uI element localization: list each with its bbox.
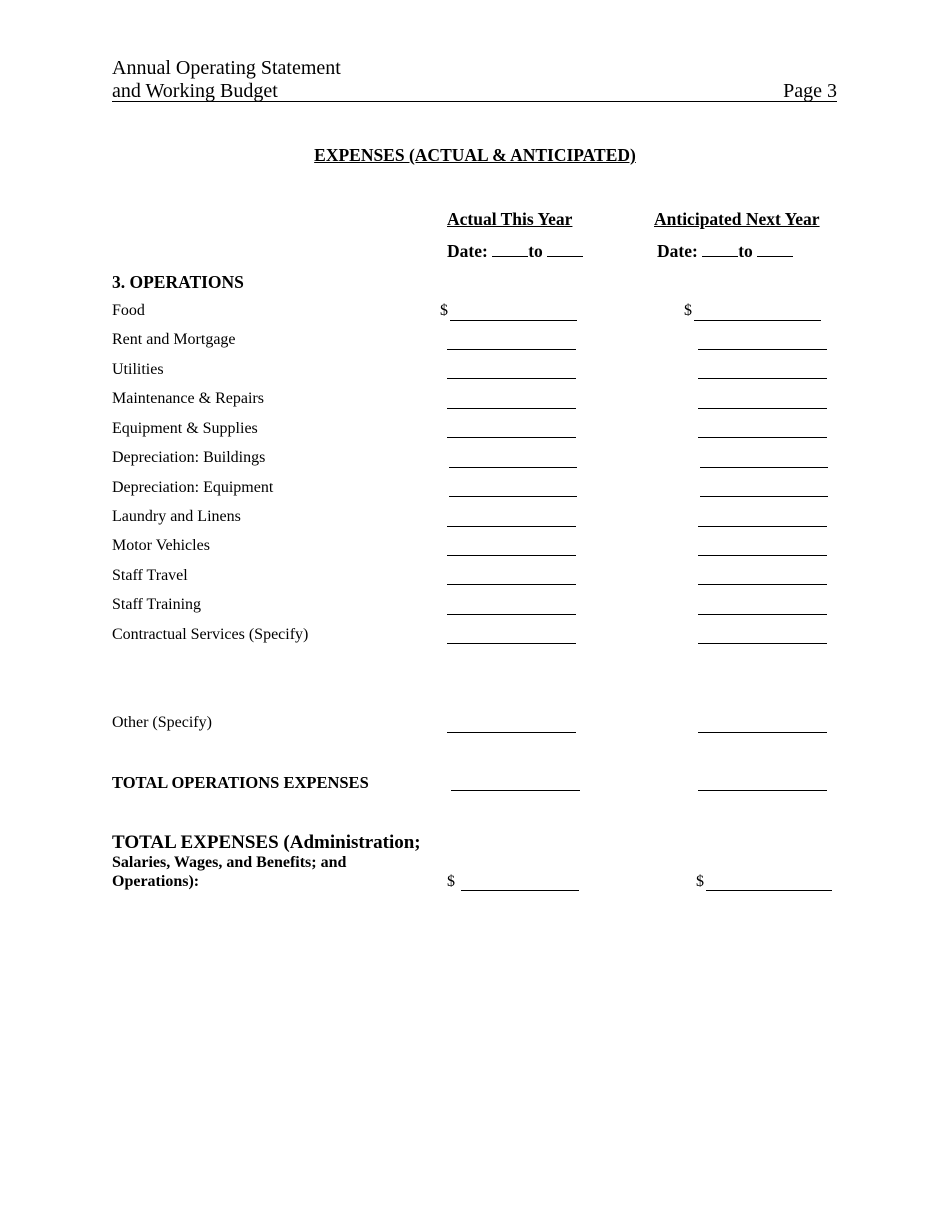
header-rule [112,101,837,102]
grand-total-actual[interactable] [461,890,579,891]
grand-total-anticipated[interactable] [706,890,832,891]
amount-field-actual[interactable] [447,555,576,556]
row-label-other: Other (Specify) [112,714,212,731]
amount-field-actual[interactable] [447,408,576,409]
amount-field-anticipated[interactable] [698,437,827,438]
date-range-anticipated [657,241,793,262]
grand-total-label-line1: TOTAL EXPENSES (Administration; [112,832,421,853]
date-to-field[interactable] [547,242,583,257]
row-label-utilities: Utilities [112,361,164,378]
row-label-motor-vehicles: Motor Vehicles [112,537,210,554]
currency-symbol: $ [447,873,455,890]
amount-field-anticipated[interactable] [698,643,827,644]
amount-field-anticipated[interactable] [698,378,827,379]
to-label: to [738,241,753,261]
row-label-staff-travel: Staff Travel [112,567,188,584]
col-heading-actual: Actual This Year [447,209,573,229]
row-label-depreciation-equipment: Depreciation: Equipment [112,479,274,496]
amount-field-anticipated[interactable] [700,496,828,497]
grand-total-label-line3: Operations): [112,873,200,890]
amount-field-actual[interactable] [447,349,576,350]
operations-heading: 3. OPERATIONS [112,272,244,292]
total-operations-anticipated[interactable] [698,790,827,791]
total-operations-actual[interactable] [451,790,580,791]
date-label: Date: [657,241,698,261]
amount-field-anticipated[interactable] [694,320,821,321]
section-title: EXPENSES (ACTUAL & ANTICIPATED) [314,145,636,165]
date-to-field[interactable] [757,242,793,257]
amount-field-actual[interactable] [449,496,577,497]
amount-field-anticipated[interactable] [698,408,827,409]
amount-field-anticipated[interactable] [698,584,827,585]
amount-field-anticipated[interactable] [700,467,828,468]
date-range-actual [447,241,583,262]
amount-field-actual[interactable] [447,614,576,615]
date-label: Date: [447,241,488,261]
currency-symbol: $ [696,873,704,890]
amount-field-anticipated[interactable] [698,555,827,556]
page-number: Page 3 [783,80,837,102]
date-from-field[interactable] [702,242,738,257]
amount-field-actual[interactable] [447,526,576,527]
row-label-maintenance-repairs: Maintenance & Repairs [112,390,264,407]
row-label-equipment-supplies: Equipment & Supplies [112,420,258,437]
doc-title-line1: Annual Operating Statement [112,57,341,79]
row-label-laundry-linens: Laundry and Linens [112,508,241,525]
currency-symbol: $ [684,302,692,319]
to-label: to [528,241,543,261]
date-from-field[interactable] [492,242,528,257]
grand-total-label-line2: Salaries, Wages, and Benefits; and [112,854,347,871]
total-operations-label: TOTAL OPERATIONS EXPENSES [112,773,369,792]
amount-field-anticipated[interactable] [698,526,827,527]
row-label-food: Food [112,302,145,319]
amount-field-anticipated[interactable] [698,732,827,733]
amount-field-actual[interactable] [447,643,576,644]
amount-field-actual[interactable] [447,437,576,438]
amount-field-actual[interactable] [447,584,576,585]
amount-field-actual[interactable] [449,467,577,468]
row-label-depreciation-buildings: Depreciation: Buildings [112,449,266,466]
amount-field-anticipated[interactable] [698,614,827,615]
amount-field-anticipated[interactable] [698,349,827,350]
amount-field-actual[interactable] [447,378,576,379]
row-label-rent-mortgage: Rent and Mortgage [112,331,236,348]
currency-symbol: $ [440,302,448,319]
doc-title-line2: and Working Budget [112,80,278,102]
col-heading-anticipated: Anticipated Next Year [654,209,820,229]
amount-field-actual[interactable] [450,320,577,321]
row-label-staff-training: Staff Training [112,596,202,613]
amount-field-actual[interactable] [447,732,576,733]
row-label-contractual-services: Contractual Services (Specify) [112,626,309,643]
